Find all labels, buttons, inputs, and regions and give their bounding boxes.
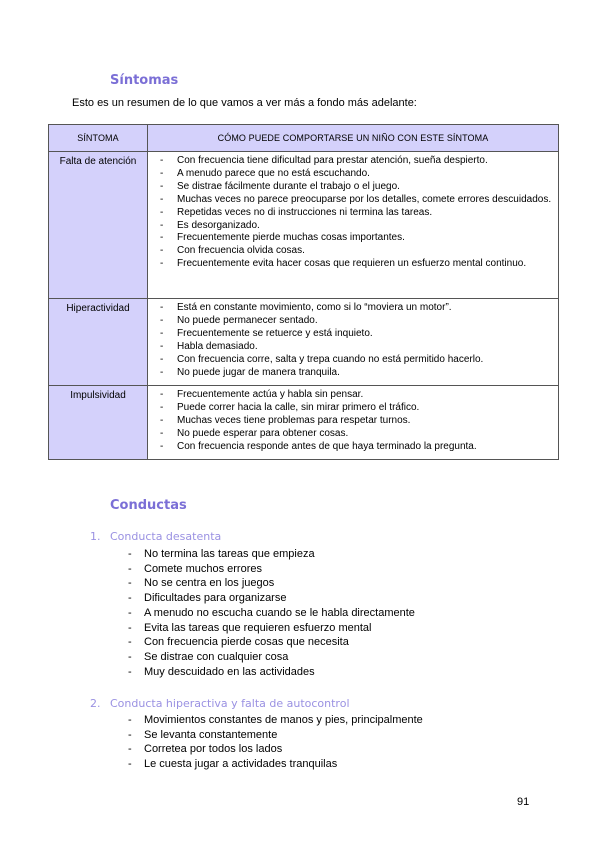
- intro-text: Esto es un resumen de lo que vamos a ver más a fondo más adelante:: [72, 97, 417, 109]
- subheading-conducta-hiperactiva: [90, 697, 350, 710]
- list-item: - Puede correr hacia la calle, sin mirar primero el tráfico.: [148, 402, 552, 415]
- symptoms-table: [48, 124, 559, 460]
- list-item: - No termina las tareas que empieza: [128, 547, 415, 562]
- page-number: 91: [517, 796, 530, 808]
- table-row: [49, 386, 559, 460]
- list-item: - Se levanta constantemente: [128, 728, 423, 743]
- section-number: 1.: [90, 530, 101, 543]
- list-item: - A menudo no escucha cuando se le habla directamente: [128, 606, 415, 621]
- section-title: Conducta desatenta: [110, 530, 222, 543]
- list-item: - Con frecuencia corre, salta y trepa cuando no está permitido hacerlo.: [148, 354, 552, 367]
- list-item: - Frecuentemente evita hacer cosas que requieren un esfuerzo mental continuo.: [148, 258, 552, 271]
- header-sintoma: SÍNTOMA: [49, 125, 148, 152]
- list-item: - Dificultades para organizarse: [128, 591, 415, 606]
- behaviors-list: [148, 302, 552, 379]
- list-item: - Frecuentemente se retuerce y está inquieto.: [148, 328, 552, 341]
- section-number: 2.: [90, 697, 101, 710]
- table-row: [49, 299, 559, 386]
- heading-conductas: Conductas: [110, 498, 187, 513]
- list-item: - Se distrae fácilmente durante el trabajo o el juego.: [148, 181, 552, 194]
- conducta-desatenta-list: [128, 547, 415, 679]
- list-item: - Muchas veces no parece preocuparse por los detalles, comete errores descuidados.: [148, 194, 552, 207]
- table-header-row: [49, 125, 559, 152]
- list-item: - Se distrae con cualquier cosa: [128, 650, 415, 665]
- behaviors-cell: [148, 299, 559, 386]
- list-item: - Con frecuencia responde antes de que haya terminado la pregunta.: [148, 441, 552, 454]
- symptom-cell: Falta de atención: [49, 152, 148, 299]
- list-item: - Frecuentemente pierde muchas cosas importantes.: [148, 232, 552, 245]
- symptom-cell: Impulsividad: [49, 386, 148, 460]
- subheading-conducta-desatenta: [90, 530, 221, 543]
- list-item: - Habla demasiado.: [148, 341, 552, 354]
- list-item: - No puede permanecer sentado.: [148, 315, 552, 328]
- list-item: - Movimientos constantes de manos y pies, principalmente: [128, 713, 423, 728]
- heading-sintomas: Síntomas: [110, 73, 179, 88]
- list-item: - Le cuesta jugar a actividades tranquilas: [128, 757, 423, 772]
- behaviors-cell: [148, 152, 559, 299]
- header-comportamiento: CÓMO PUEDE COMPORTARSE UN NIÑO CON ESTE SÍNTOMA: [148, 125, 559, 152]
- list-item: - Repetidas veces no di instrucciones ni termina las tareas.: [148, 207, 552, 220]
- behaviors-cell: [148, 386, 559, 460]
- conducta-hiperactiva-list: [128, 713, 423, 772]
- list-item: - Evita las tareas que requieren esfuerzo mental: [128, 621, 415, 636]
- section-title: Conducta hiperactiva y falta de autocontrol: [110, 697, 350, 710]
- list-item: - Comete muchos errores: [128, 562, 415, 577]
- list-item: - A menudo parece que no está escuchando.: [148, 168, 552, 181]
- list-item: - Con frecuencia tiene dificultad para prestar atención, sueña despierto.: [148, 155, 552, 168]
- list-item: - No puede jugar de manera tranquila.: [148, 367, 552, 380]
- list-item: - Con frecuencia pierde cosas que necesita: [128, 635, 415, 650]
- list-item: - Muy descuidado en las actividades: [128, 665, 415, 680]
- list-item: - Está en constante movimiento, como si lo “moviera un motor”.: [148, 302, 552, 315]
- behaviors-list: [148, 155, 552, 271]
- list-item: - Corretea por todos los lados: [128, 742, 423, 757]
- list-item: - Es desorganizado.: [148, 220, 552, 233]
- list-item: - Con frecuencia olvida cosas.: [148, 245, 552, 258]
- list-item: - No se centra en los juegos: [128, 576, 415, 591]
- list-item: - Frecuentemente actúa y habla sin pensar.: [148, 389, 552, 402]
- behaviors-list: [148, 389, 552, 454]
- list-item: - Muchas veces tiene problemas para respetar turnos.: [148, 415, 552, 428]
- table-row: [49, 152, 559, 299]
- symptom-cell: Hiperactividad: [49, 299, 148, 386]
- list-item: - No puede esperar para obtener cosas.: [148, 428, 552, 441]
